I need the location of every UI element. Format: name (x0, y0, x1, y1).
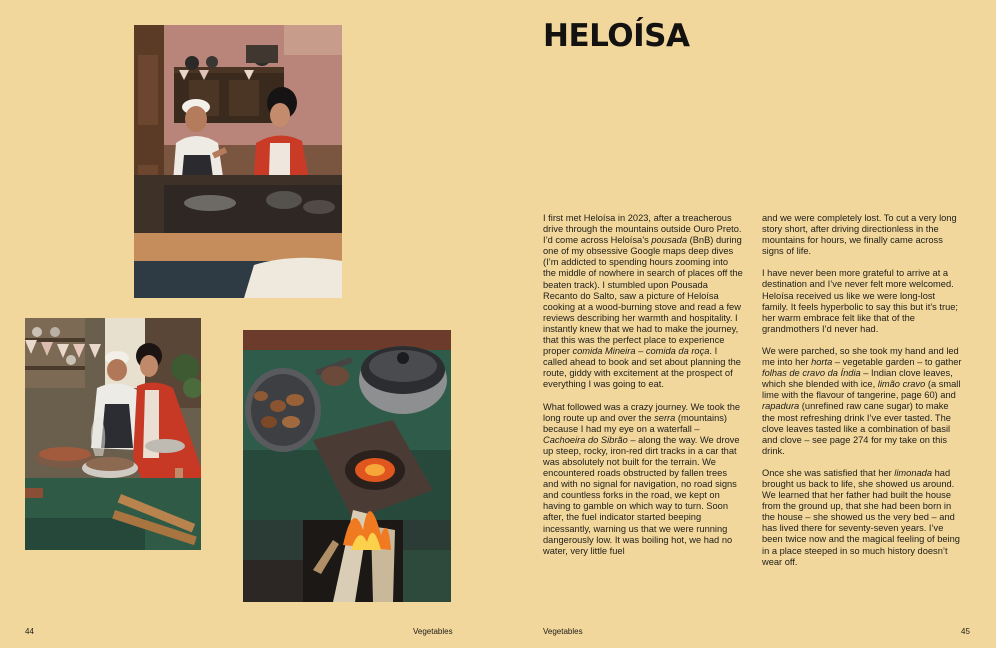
running-head-right: Vegetables (543, 627, 583, 636)
italic-term: comida Mineira (572, 346, 636, 357)
text-run: I first met Heloísa in 2023, after a treacherous drive through the mountains outside Ouro Preto. I’d come across Heloísa’s (543, 213, 742, 246)
italic-term: folhas de cravo da Índia (762, 368, 861, 379)
italic-term: serra (654, 412, 676, 423)
text-run: What followed was a crazy journey. We took the long route up and over the (543, 401, 741, 423)
paragraph (762, 213, 962, 257)
italic-term: comida da roça (645, 346, 710, 357)
paragraph (762, 468, 962, 568)
text-run: – vegetable garden – to gather (832, 357, 962, 368)
text-run: had brought us back to life, she showed us around. We learned that her father had built the house from the ground up, that she had been born in the house – she showed us the very bed – and has lived there for seventy-seven years. I’ve been twice now and the magical feeling of being in a place steeped in so much history doesn’t wear off. (762, 467, 960, 567)
italic-term: Cachoeira do Sibrão (543, 434, 628, 445)
text-run: (unrefined raw cane sugar) to make the most refreshing drink I’ve ever tasted. The clove leaves tasted like a combination of basil and clove – see page 274 for my take on this drink. (762, 401, 951, 456)
body-column-left (543, 213, 743, 568)
text-run: I have never been more grateful to arrive at a destination and I’ve never felt more welcomed. Heloísa received us like we were long-lost family. It feels hyperbolic to say this but it’s true; her warm embrace felt like that of the grandmothers I’d never had. (762, 268, 959, 334)
italic-term: limonada (894, 467, 933, 478)
text-run: (mountains) because I had my eye on a waterfall – (543, 412, 727, 434)
text-run: – along the way. We drove up steep, rocky, iron-red dirt tracks in a car that was absolutely not built for the terrain. We encountered roads obstructed by fallen trees and with no signal for navigation, no road signs and countless forks in the road, we kept on having to gamble on which way to turn. Soon after, the fuel indicator started beeping incessantly, warning us that we were running dangerously low. It was boiling hot, we had no water, very little fuel (543, 434, 740, 556)
text-run: Once she was satisfied that her (762, 467, 895, 478)
paragraph (762, 346, 962, 457)
text-run: and we were completely lost. To cut a very long story short, after driving directionless in the mountains for hours, we finally came across signs of life. (762, 213, 957, 257)
photo-wood-stove (243, 330, 451, 602)
italic-term: horta (811, 357, 833, 368)
text-run: (BnB) during one of my obsessive Google maps deep dives (I’m addicted to spending hours zooming into the middle of nowhere in search of places off the beaten track). I stumbled upon Pousada Recanto do Salto, saw a picture of Heloísa cooking at a wood-burning stove and read a few reviews describing her warmth and hospitality. I instantly knew that we had to make the journey, that this was the perfect place to experience proper (543, 235, 743, 357)
page-number-left: 44 (25, 627, 34, 636)
text-run: – Indian clove leaves, which she blended with ice, (762, 368, 953, 390)
page-title: HELOÍSA (543, 18, 690, 54)
italic-term: rapadura (762, 401, 800, 412)
paragraph (543, 213, 743, 391)
paragraph (762, 268, 962, 335)
text-run: We were parched, so she took my hand and led me into her (762, 345, 959, 368)
text-run: . I called ahead to book and set about planning the route, giddy with excitement at the prospect of everything I was going to eat. (543, 346, 741, 390)
italic-term: limão cravo (877, 379, 926, 390)
text-run: – (635, 346, 646, 357)
photo-cooking-pots (25, 318, 201, 550)
page-number-right: 45 (961, 627, 970, 636)
text-run: (a small lime with the flavour of tangerine, page 60) and (762, 379, 961, 401)
photo-kitchen-two-women (134, 25, 342, 298)
paragraph (543, 402, 743, 557)
body-column-right (762, 213, 962, 579)
italic-term: pousada (651, 235, 688, 246)
running-head-left: Vegetables (413, 627, 453, 636)
